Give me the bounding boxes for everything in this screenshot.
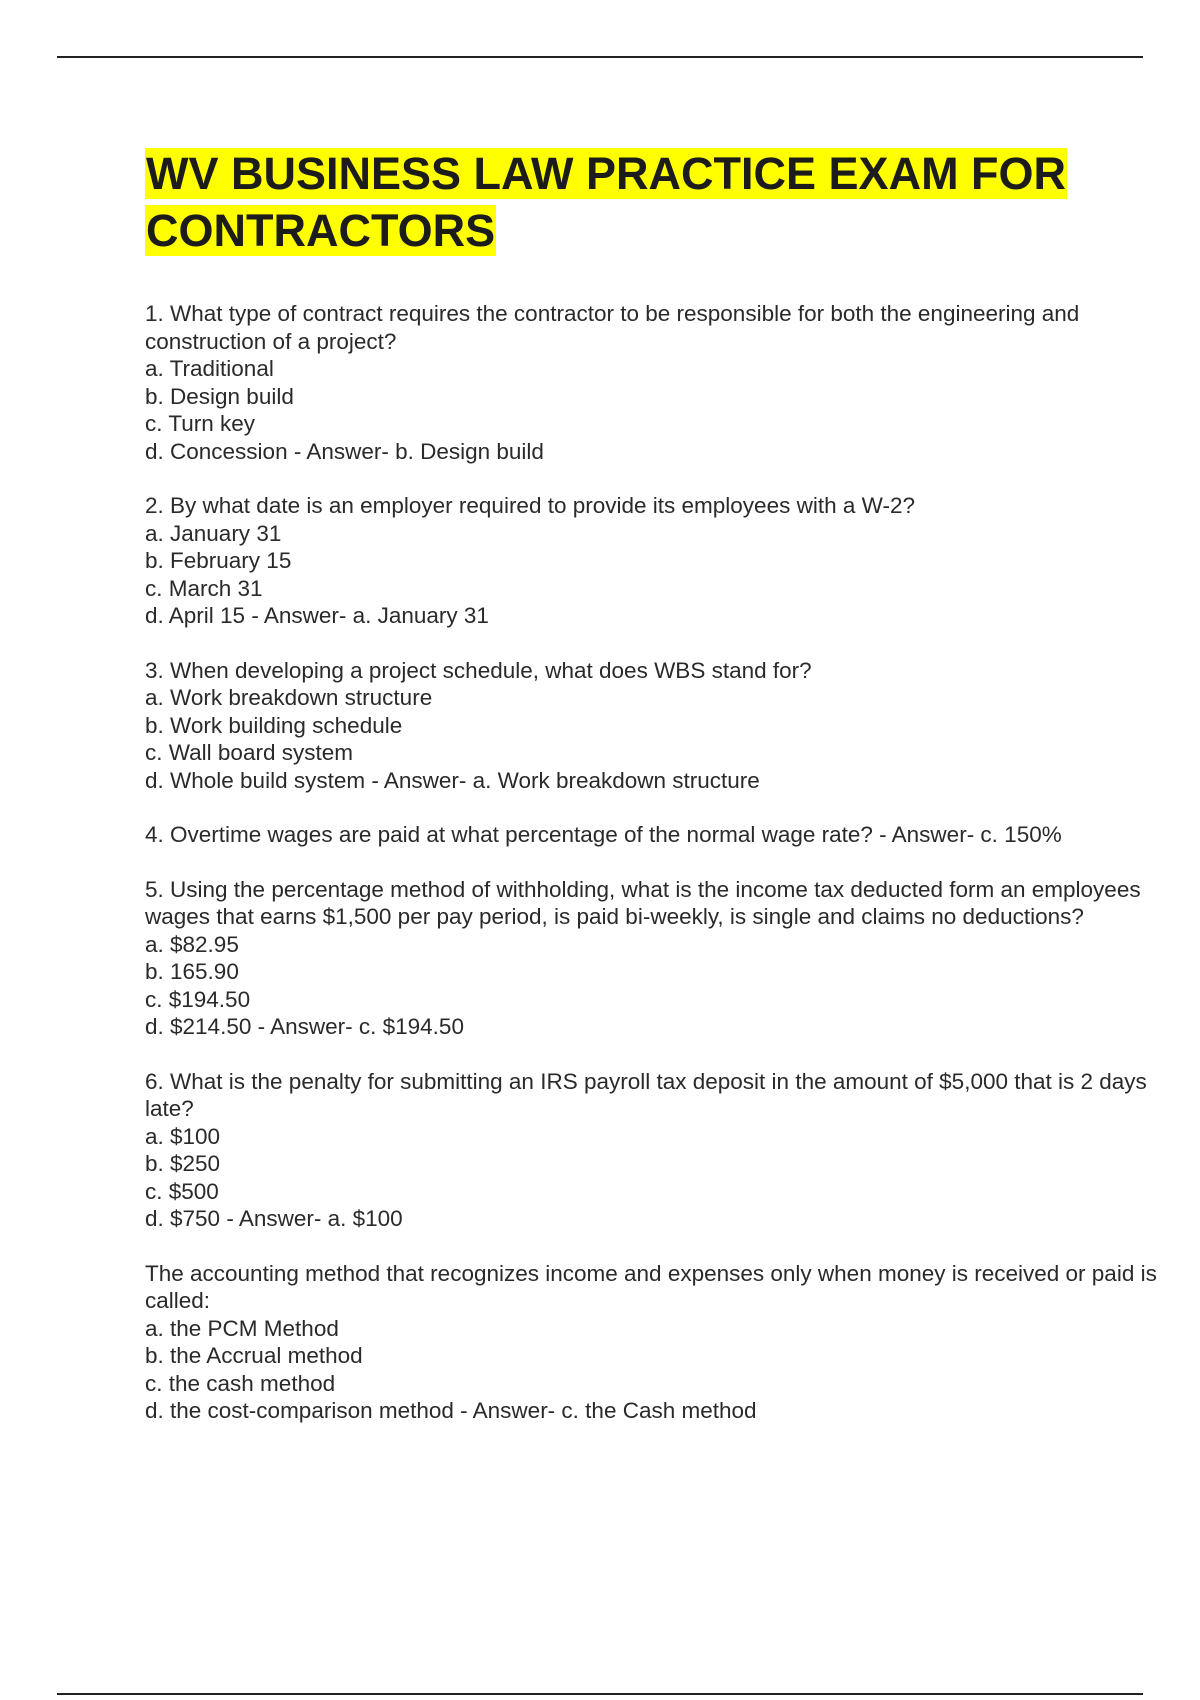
question-stem-with-answer: 4. Overtime wages are paid at what percentage of the normal wage rate? - Answer- c. 150% [145,822,1062,847]
question-stem: 5. Using the percentage method of withholding, what is the income tax deducted form an employees wages that earns $1,500 per pay period, is paid bi-weekly, is single and claims no deductions? [145,876,1141,929]
option-a: a. $82.95 [145,931,239,957]
question-list [145,300,1165,1452]
option-b: b. Work building schedule [145,712,403,738]
option-c: c. $194.50 [145,986,251,1012]
option-d-with-answer: d. $750 - Answer- a. $100 [145,1206,403,1231]
question-3 [145,657,1165,795]
option-c: c. March 31 [145,575,263,601]
option-c: c. Wall board system [145,740,353,765]
title-block [145,145,1155,259]
question-stem: 6. What is the penalty for submitting an IRS payroll tax deposit in the amount of $5,000 that is 2 days late? [145,1068,1147,1121]
option-b: b. 165.90 [145,959,239,984]
option-b: b. February 15 [145,548,292,573]
question-6 [145,1068,1165,1233]
option-d-with-answer: d. $214.50 - Answer- c. $194.50 [145,1014,464,1039]
option-b: b. $250 [145,1151,221,1176]
option-d-with-answer: d. the cost-comparison method - Answer- c. the Cash method [145,1398,757,1423]
question-stem: 3. When developing a project schedule, what does WBS stand for? [145,657,812,683]
question-stem: The accounting method that recognizes income and expenses only when money is received or paid is called: [145,1260,1157,1313]
title-highlight: WV BUSINESS LAW PRACTICE EXAM FOR CONTRACTORS [146,148,1067,256]
question-7 [145,1260,1165,1425]
option-c: c. the cash method [145,1370,336,1396]
top-rule [57,56,1143,58]
option-d-with-answer: d. April 15 - Answer- a. January 31 [145,603,489,628]
option-a: a. the PCM Method [145,1315,339,1341]
option-a: a. Traditional [145,356,274,381]
option-a: a. January 31 [145,520,282,546]
option-b: b. the Accrual method [145,1343,363,1368]
option-c: c. Turn key [145,411,256,436]
option-d-with-answer: d. Whole build system - Answer- a. Work breakdown structure [145,767,760,793]
question-2 [145,492,1165,630]
question-stem: 2. By what date is an employer required to provide its employees with a W-2? [145,493,915,518]
question-stem: 1. What type of contract requires the contractor to be responsible for both the engineering and construction of a project? [145,301,1080,354]
option-a: a. Work breakdown structure [145,685,433,710]
question-5 [145,876,1165,1041]
question-1 [145,300,1165,465]
option-a: a. $100 [145,1123,221,1149]
question-4 [145,821,1165,849]
option-c: c. $500 [145,1178,219,1204]
option-d-with-answer: d. Concession - Answer- b. Design build [145,438,544,464]
bottom-rule [57,1693,1143,1695]
document-title [145,145,1155,259]
option-b: b. Design build [145,383,294,409]
